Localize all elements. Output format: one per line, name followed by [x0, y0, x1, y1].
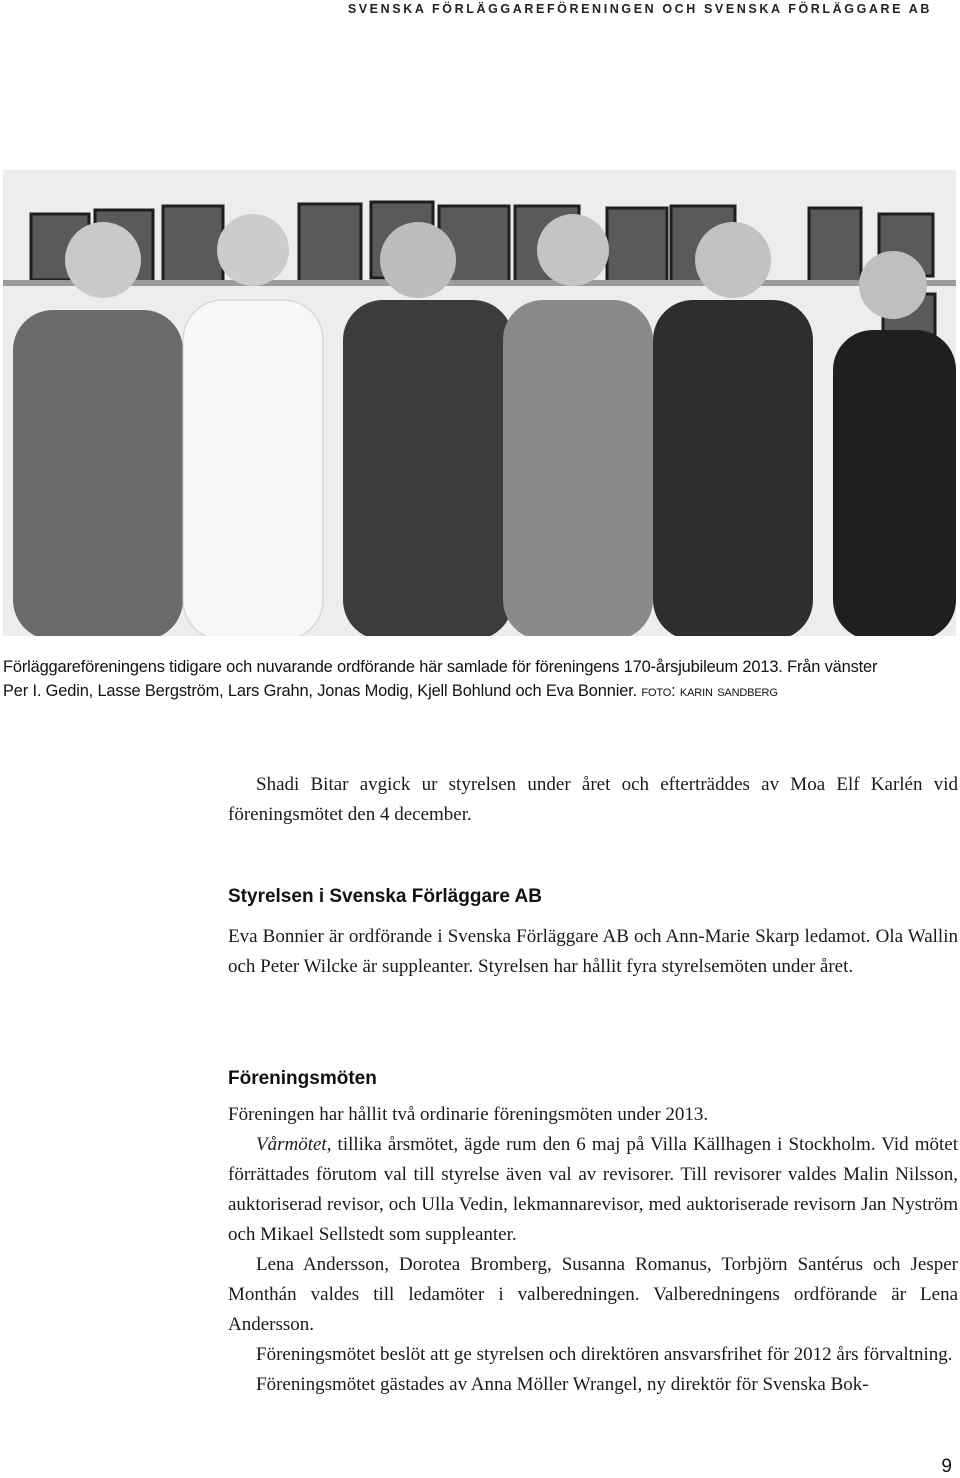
photo-credit: foto: karin sandberg: [641, 682, 778, 700]
section-heading-board: Styrelsen i Svenska Förläggare AB: [228, 886, 542, 907]
page-number: 9: [941, 1456, 952, 1477]
meetings-paragraph-3: Lena Andersson, Dorotea Bromberg, Susanna Romanus, Torbjörn Santérus och Jesper Monthán valdes till ledamöter i valberedningen. Valberedningens ordförande är Lena Andersson.: [228, 1254, 958, 1335]
varmotet-term: Vårmötet: [256, 1134, 327, 1155]
meetings-paragraph-5: Föreningsmötet gästades av Anna Möller Wrangel, ny direktör för Svenska Bok-: [256, 1374, 869, 1395]
meetings-paragraph-2: [228, 1130, 958, 1250]
meetings-paragraph-1: Föreningen har hållit två ordinarie föreningsmöten under 2013.: [228, 1104, 709, 1125]
photo-caption: [3, 655, 958, 703]
caption-line-1: Förläggareföreningens tidigare och nuvarande ordförande här samlade för föreningens 170-årsjubileum 2013. Från vänster: [3, 658, 878, 676]
caption-line-2: [3, 679, 958, 703]
meetings-paragraph-2-rest: , tillika årsmötet, ägde rum den 6 maj på Villa Källhagen i Stockholm. Vid mötet förrättades förutom val till styrelse även val av revisorer. Till revisorer valdes Malin Nilsson, auktoriserad revisor, och Ulla Vedin, lekmannarevisor, med auktoriserade revisorn Jan Nyström och Mikael Sellstedt som suppleanter.: [228, 1134, 958, 1245]
board-paragraph: Eva Bonnier är ordförande i Svenska Förläggare AB och Ann-Marie Skarp ledamot. Ola Wallin och Peter Wilcke är suppleanter. Styrelsen har hållit fyra styrelsemöten under året.: [228, 926, 958, 977]
intro-paragraph: Shadi Bitar avgick ur styrelsen under året och efterträddes av Moa Elf Karlén vid föreningsmötet den 4 december.: [228, 774, 958, 825]
section-heading-meetings: Föreningsmöten: [228, 1068, 377, 1089]
running-head: SVENSKA FÖRLÄGGAREFÖRENINGEN OCH SVENSKA FÖRLÄGGARE AB: [347, 2, 932, 16]
group-photo-illustration: [3, 170, 956, 636]
group-photo: [3, 170, 956, 636]
caption-names: Per I. Gedin, Lasse Bergström, Lars Grahn, Jonas Modig, Kjell Bohlund och Eva Bonnier.: [3, 682, 637, 700]
intro-text: [228, 770, 958, 830]
board-text: [228, 922, 958, 982]
meetings-text: [228, 1100, 958, 1400]
meetings-paragraph-4: Föreningsmötet beslöt att ge styrelsen och direktören ansvarsfrihet för 2012 års förvaltning.: [256, 1344, 953, 1365]
